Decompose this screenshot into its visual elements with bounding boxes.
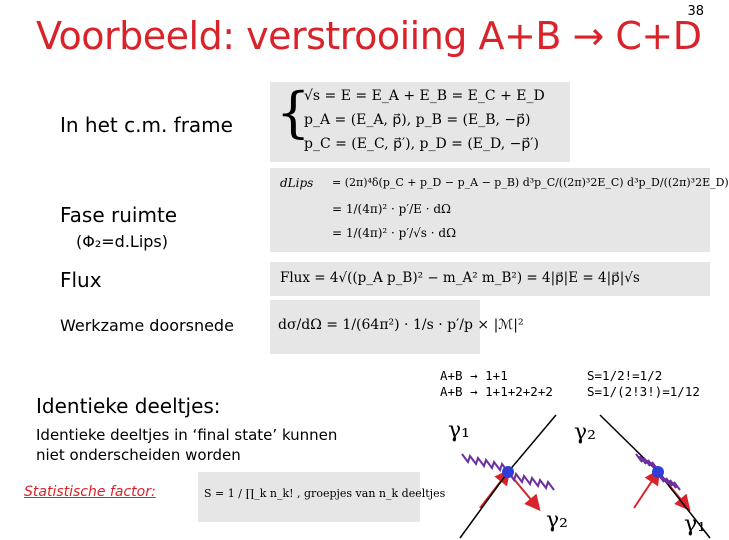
example-factor-2: S=1/(2!3!)=1/12 (587, 384, 700, 399)
eq-line-3: p_C = (E_C, p⃗′), p_D = (E_D, −p⃗′) (304, 136, 539, 152)
dlips-eq-line-3: = 1/(4π)² · p′/√s · dΩ (332, 226, 457, 240)
phase-space-equation (270, 168, 729, 252)
gamma-label-top-left: γ₁ (448, 418, 470, 443)
incoming-arrow-right-1 (634, 472, 658, 508)
dlips-term: dLips (280, 176, 314, 190)
phase-space-sublabel: (Φ₂=d.Lips) (76, 232, 168, 251)
example-reaction-1: A+B → 1+1 (440, 368, 508, 383)
identical-heading: Identieke deeltjes: (36, 394, 221, 418)
axis-line-left-1 (508, 415, 556, 472)
gamma-label-bottom-left: γ₂ (546, 508, 568, 533)
stat-eq-text: S = 1 / ∏_k n_k! , groepjes van n_k deeltjes (204, 487, 446, 500)
statistical-factor-equation (198, 472, 446, 522)
identical-text-line-1: Identieke deeltjes in ‘final state’ kunnen (36, 426, 338, 444)
vertex-right (652, 466, 664, 478)
cm-frame-label: In het c.m. frame (60, 113, 233, 137)
cross-section-equation (270, 300, 524, 354)
statistical-factor-label: Statistische factor: (24, 484, 156, 500)
dlips-eq-line-2: = 1/(4π)² · p′/E · dΩ (332, 202, 451, 216)
phase-space-label: Fase ruimte (60, 203, 178, 227)
identical-text-line-2: niet onderscheiden worden (36, 446, 241, 464)
gamma-label-top-right: γ₂ (574, 420, 596, 445)
eq-line-1: √s = E = E_A + E_B = E_C + E_D (304, 88, 545, 104)
brace-glyph: { (276, 81, 311, 144)
cm-frame-equation (270, 82, 570, 162)
dlips-eq-line-1: = (2π)⁴δ(p_C + p_D − p_A − p_B) d³p_C/((2π)³2E_C) d³p_D/((2π)³2E_D) (332, 176, 729, 189)
photon-line-left-up (462, 454, 508, 472)
flux-equation (270, 262, 710, 296)
slide-title: Voorbeeld: verstrooiing A+B → C+D (36, 14, 702, 58)
vertex-left (502, 466, 514, 478)
page-number: 38 (687, 4, 704, 19)
axis-line-left-2 (460, 472, 508, 538)
flux-label: Flux (60, 268, 102, 292)
example-reaction-2: A+B → 1+1+2+2+2 (440, 384, 553, 399)
example-factor-1: S=1/2!=1/2 (587, 368, 663, 383)
cross-section-label: Werkzame doorsnede (60, 316, 234, 335)
flux-eq-text: Flux = 4√((p_A p_B)² − m_A² m_B²) = 4|p⃗|E = 4|p⃗|√s (280, 270, 640, 286)
cross-section-eq-text: dσ/dΩ = 1/(64π²) · 1/s · p′/p × |ℳ|² (278, 317, 524, 333)
eq-line-2: p_A = (E_A, p⃗), p_B = (E_B, −p⃗) (304, 112, 531, 128)
gamma-label-bottom-right: γ₁ (684, 512, 706, 537)
